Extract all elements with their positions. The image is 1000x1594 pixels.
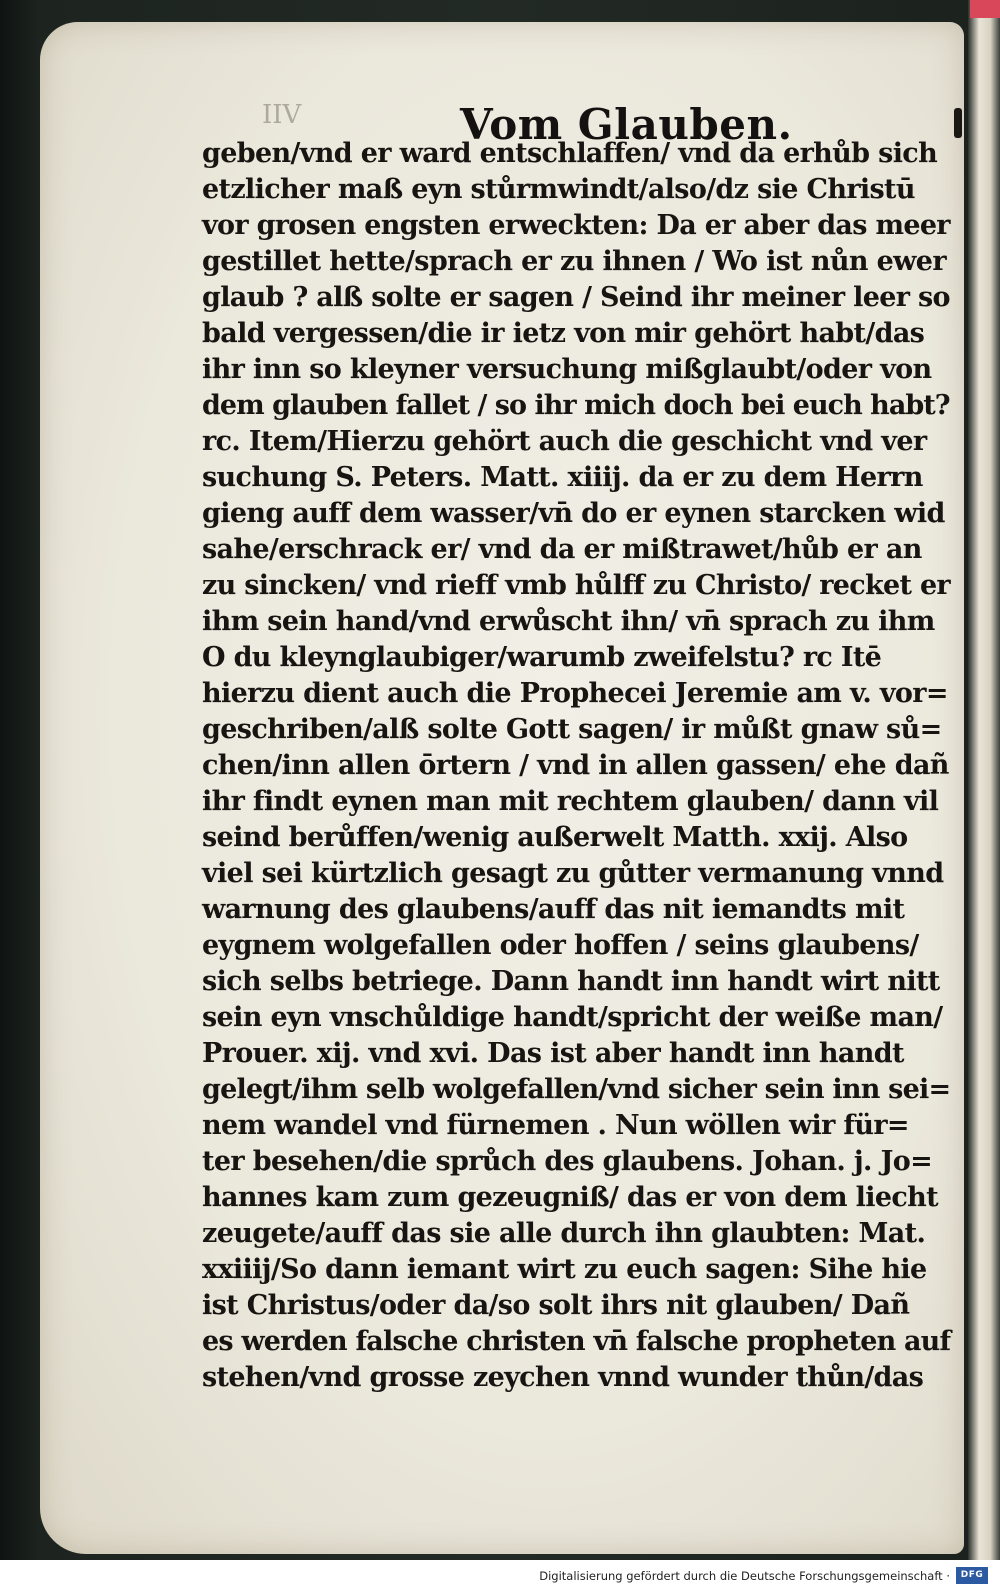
text-line: sein eyn vnschůldige handt/spricht der weiße man/ (202, 1002, 943, 1033)
text-line: warnung des glaubens/auff das nit iemandts mit (202, 894, 905, 925)
text-line: chen/inn allen ōrtern / vnd in allen gassen/ ehe dañ (202, 750, 949, 781)
text-line: stehen/vnd grosse zeychen vnnd wunder thůn/das (202, 1362, 924, 1393)
text-line: seind berůffen/wenig außerwelt Matth. xxij. Also (202, 822, 908, 853)
text-line: ihr findt eynen man mit rechtem glauben/ dann vil (202, 786, 939, 817)
text-line: es werden falsche christen vn̄ falsche propheten auf (202, 1326, 951, 1357)
text-line: ihm sein hand/vnd erwůscht ihn/ vn̄ sprach zu ihm (202, 606, 935, 637)
text-line: zu sincken/ vnd rieff vmb hůlff zu Christo/ recket er (202, 570, 950, 601)
text-line: gestillet hette/sprach er zu ihnen / Wo ist nůn ewer (202, 246, 946, 277)
text-line: gelegt/ihm selb wolgefallen/vnd sicher sein inn sei= (202, 1074, 951, 1105)
text-line: hierzu dient auch die Prophecei Jeremie am v. vor= (202, 678, 948, 709)
text-line: ihr inn so kleyner versuchung mißglaubt/oder von (202, 354, 932, 385)
text-line: zeugete/auff das sie alle durch ihn glaubten: Mat. (202, 1218, 926, 1249)
text-block (202, 136, 962, 1396)
text-line: glaub ? alß solte er sagen / Seind ihr meiner leer so (202, 282, 950, 313)
dfg-logo: DFG (956, 1567, 988, 1584)
text-line: sahe/erschrack er/ vnd da er mißtrawet/hůb er an (202, 534, 922, 565)
text-line: geben/vnd er ward entschlaffen/ vnd da erhůb sich (202, 138, 938, 169)
book-edge (968, 0, 1000, 1560)
text-line: gieng auff dem wasser/vn̄ do er eynen starcken wid (202, 498, 945, 529)
footer-credit: Digitalisierung gefördert durch die Deutsche Forschungsgemeinschaft · (539, 1569, 950, 1583)
text-line: eygnem wolgefallen oder hoffen / seins glaubens/ (202, 930, 919, 961)
text-line: dem glauben fallet / so ihr mich doch bei euch habt? (202, 390, 950, 421)
text-line: etzlicher maß eyn stůrmwindt/also/dz sie Christū (202, 174, 915, 205)
text-line: nem wandel vnd fürnemen . Nun wöllen wir für= (202, 1110, 909, 1141)
margin-mark (954, 108, 962, 138)
text-line: viel sei kürtzlich gesagt zu gůtter vermanung vnnd (202, 858, 944, 889)
text-line: vor grosen engsten erweckten: Da er aber das meer (202, 210, 950, 241)
text-line: ter besehen/die sprůch des glaubens. Johan. j. Jo= (202, 1146, 933, 1177)
text-line: sich selbs betriege. Dann handt inn handt wirt nitt (202, 966, 940, 997)
text-line: xxiiij/So dann iemant wirt zu euch sagen: Sihe hie (202, 1254, 927, 1285)
footer-bar (0, 1560, 1000, 1594)
scan-marker (970, 0, 1000, 18)
page-number-ghost: IIV (262, 100, 302, 130)
text-line: hannes kam zum gezeugniß/ das er von dem liecht (202, 1182, 938, 1213)
text-line: suchung S. Peters. Matt. xiiij. da er zu dem Herrn (202, 462, 923, 493)
text-line: rc. Item/Hierzu gehört auch die geschicht vnd ver (202, 426, 927, 457)
text-line: geschriben/alß solte Gott sagen/ ir můßt gnaw sů= (202, 714, 942, 745)
text-line: O du kleynglaubiger/warumb zweifelstu? rc Itē (202, 642, 882, 673)
text-line: bald vergessen/die ir ietz von mir gehört habt/das (202, 318, 925, 349)
text-line: ist Christus/oder da/so solt ihrs nit glauben/ Dañ (202, 1290, 910, 1321)
running-head: Vom Glauben. (460, 100, 793, 149)
text-line: Prouer. xij. vnd xvi. Das ist aber handt inn handt (202, 1038, 904, 1069)
